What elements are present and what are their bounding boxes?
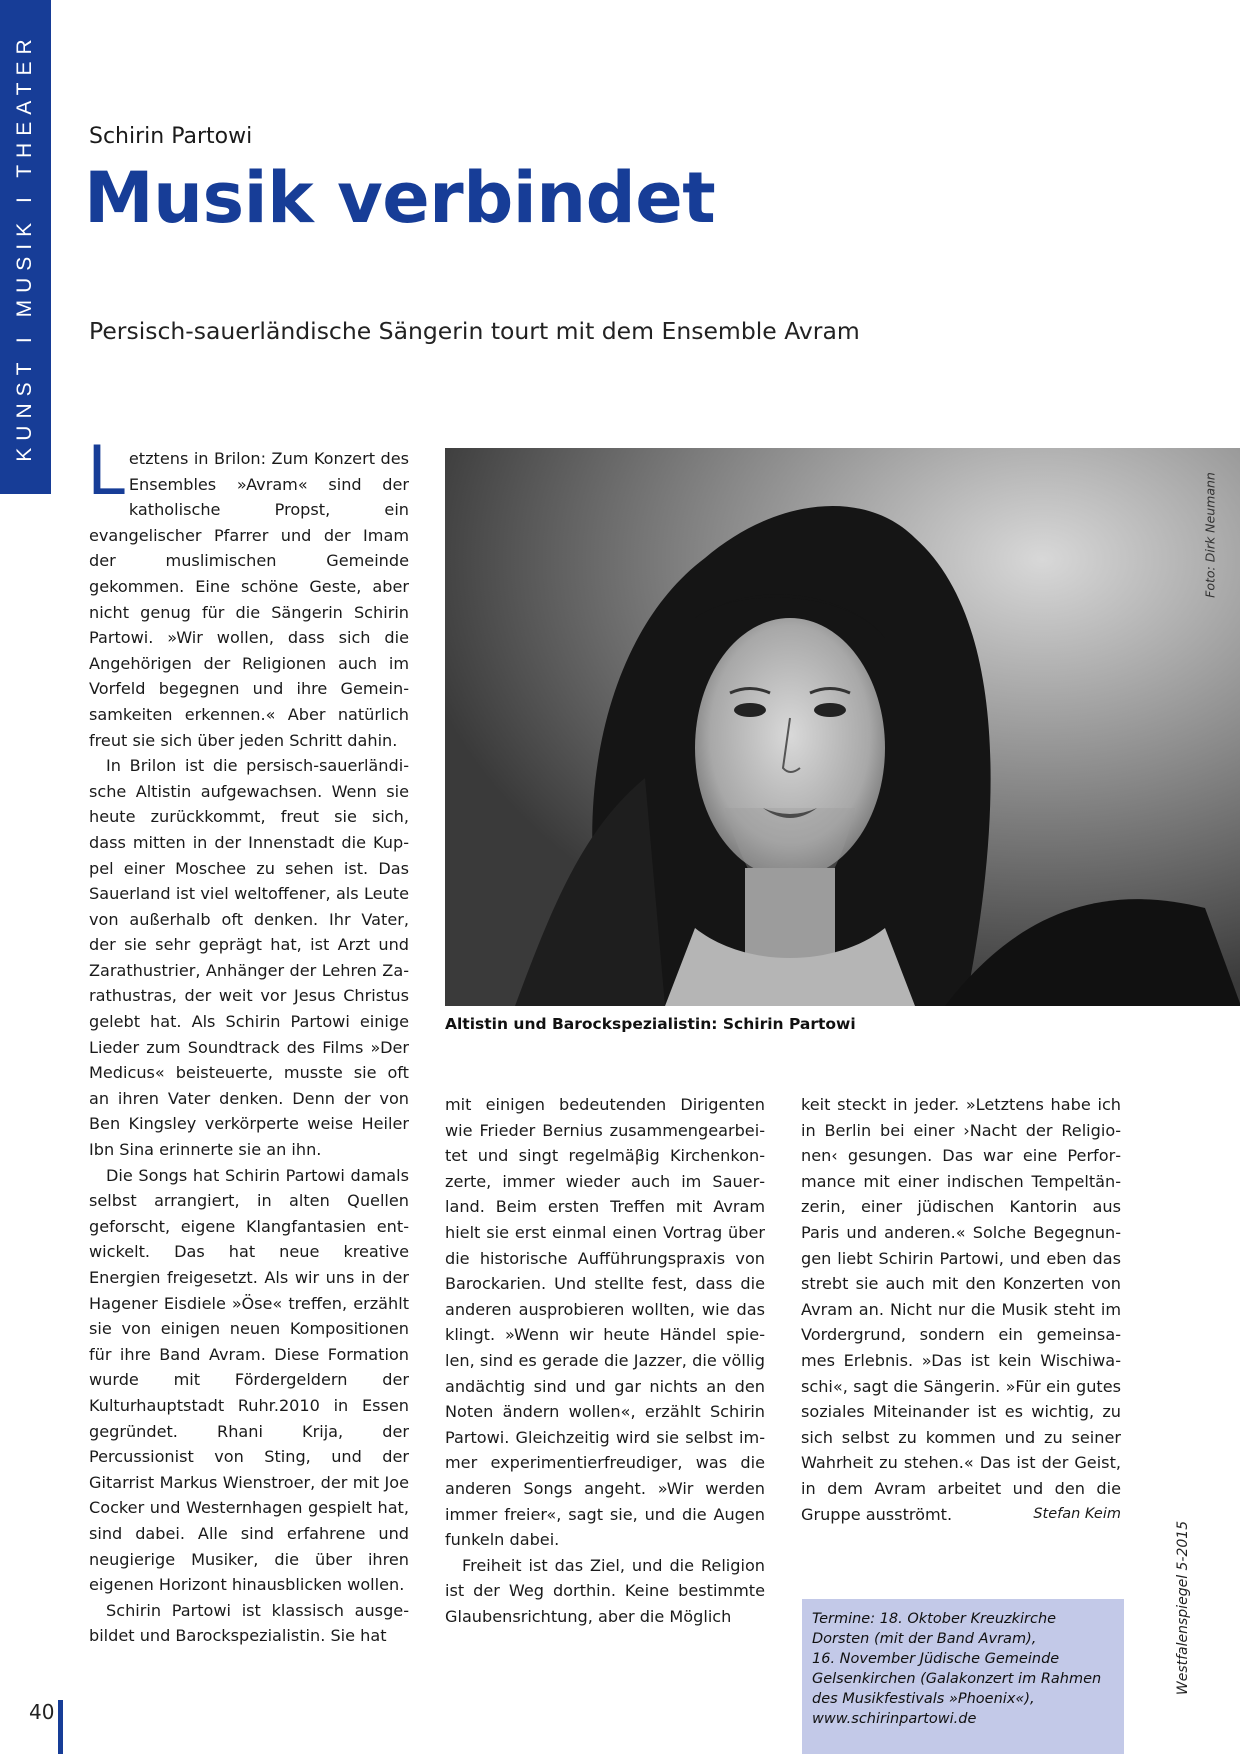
article-author: Schirin Partowi [89, 124, 253, 149]
paragraph: In Brilon ist die persisch-sauerländische Altistin aufgewachsen. Wenn sie heute zurückkommt, freut sie sich, dass mitten in der Innenstadt die Kuppel einer Moschee zu sehen ist. Das Sauerland ist viel weltoffener, als Leute von außerhalb oft denken. Ihr Vater, der sie sehr geprägt hat, ist Arzt und Zarathustrier, Anhänger der Lehren Zarathustras, der weit vor Jesus Christus gelebt hat. Als Schirin Partowi einige Lieder zum Soundtrack des Films »Der Medicus« beisteuerte, musste sie oft an ihren Vater denken. Denn der von Ben Kingsley verkörperte weise Heiler Ibn Sina erinnerte sie an ihn. [89, 756, 409, 1160]
portrait-image [445, 448, 1240, 1006]
journal-issue: Westfalenspiegel 5-2015 [1175, 1520, 1191, 1696]
paragraph-text: keit steckt in jeder. »Letztens habe ich in Berlin bei einer ›Nacht der Religionen‹ gesungen. Das war eine Performance mit einer indischen Tempeltänzerin, einer jüdischen Kantorin aus Paris und anderen.« Solche Begegnungen liebt Schirin Partowi, und eben das strebt sie auch mit den Konzerten von Avram an. Nicht nur die Musik steht im Vordergrund, sondern ein gemeinsames Erlebnis. »Das ist kein Wischiwaschi«, sagt die Sängerin. »Für ein gutes soziales Miteinander ist es wichtig, zu sich selbst zu kommen und zu seiner Wahrheit zu stehen.« Das ist der Geist, in dem Avram arbeitet und den die Gruppe ausströmt. [801, 1095, 1121, 1524]
website-link[interactable]: www.schirinpartowi.de [812, 1711, 977, 1727]
body-column-2 [445, 1092, 765, 1629]
page-number: 40 [29, 1700, 55, 1724]
author-byline: Stefan Keim [1033, 1505, 1121, 1522]
event-line: Termine: 18. Oktober Kreuzkirche [812, 1611, 1057, 1627]
photo-credit: Foto: Dirk Neumann [1202, 472, 1218, 598]
drop-cap: L [87, 432, 125, 511]
paragraph: Freiheit ist das Ziel, und die Religion ist der Weg dorthin. Keine bestimmte Glaubensrichtung, aber die Möglich [445, 1555, 765, 1626]
paragraph: Die Songs hat Schirin Partowi damals selbst arrangiert, in alten Quellen geforscht, eigene Klangfantasien entwickelt. Das hat neue kreative Energien freigesetzt. Als wir uns in der Hagener Eisdiele »Öse« treffen, erzählt sie von einigen neuen Kompositionen für ihre Band Avram. Diese Formation wurde mit Fördergeldern der Kulturhauptstadt Ruhr.2010 in Essen gegründet. Rhani Krija, der Percussionist von Sting, und der Gitarrist Markus Wienstroer, der mit Joe Cocker und Westernhagen gespielt hat, sind dabei. Alle sind erfahrene und neugierige Musiker, die über ihren eigenen Horizont hinausblicken wollen. [89, 1165, 409, 1595]
article-title: Musik verbindet [84, 157, 716, 239]
article-subtitle: Persisch-sauerländische Sängerin tourt mit dem Ensemble Avram [89, 317, 860, 345]
body-column-1 [87, 432, 409, 1649]
event-line: 16. November Jüdische Gemeinde [812, 1651, 1060, 1667]
page-number-bar [58, 1700, 63, 1754]
section-tab [0, 0, 51, 494]
event-line: Dorsten (mit der Band Avram), [812, 1631, 1037, 1647]
section-tab-label: KUNST I MUSIK I THEATER [13, 32, 36, 462]
portrait-photo [445, 448, 1240, 1006]
event-line: Gelsenkirchen (Galakonzert im Rahmen [812, 1671, 1102, 1687]
photo-caption: Altistin und Barockspezialistin: Schirin Partowi [445, 1015, 856, 1033]
body-column-3 [801, 1092, 1121, 1527]
paragraph: mit einigen bedeutenden Dirigenten wie Frieder Bernius zusammengearbeitet und singt regelmäβig Kirchenkonzerte, immer wieder auch im Sauerland. Beim ersten Treffen mit Avram hielt sie erst einmal einen Vortrag über die historische Aufführungspraxis von Barockarien. Und stellte fest, dass die anderen ausprobieren wollten, wie das klingt. »Wenn wir heute Händel spielen, sind es gerade die Jazzer, die völlig andächtig sind und gar nichts an den Noten ändern wollen«, erzählt Schirin Partowi. Gleichzeitig wird sie selbst immer experimentierfreudiger, was die anderen Songs angeht. »Wir werden immer freier«, sagt sie, und die Augen funkeln dabei. [445, 1095, 765, 1550]
paragraph: Schirin Partowi ist klassisch ausgebildet und Barockspezialistin. Sie hat [89, 1600, 409, 1646]
paragraph [87, 432, 409, 753]
paragraph-text: etztens in Brilon: Zum Konzert des Ensembles »Avram« sind der katholische Propst, ein evangelischer Pfarrer und der Imam der muslimischen Gemeinde gekommen. Eine schöne Geste, aber nicht genug für die Sängerin Schirin Partowi. »Wir wollen, dass sich die Angehörigen der Religionen auch im Vorfeld begegnen und ihre Gemeinsamkeiten erkennen.« Aber natürlich freut sie sich über jeden Schritt dahin. [89, 449, 409, 750]
paragraph [801, 1092, 1121, 1527]
event-line: des Musikfestivals »Phoenix«), [812, 1691, 1035, 1707]
event-dates-box [802, 1599, 1124, 1754]
